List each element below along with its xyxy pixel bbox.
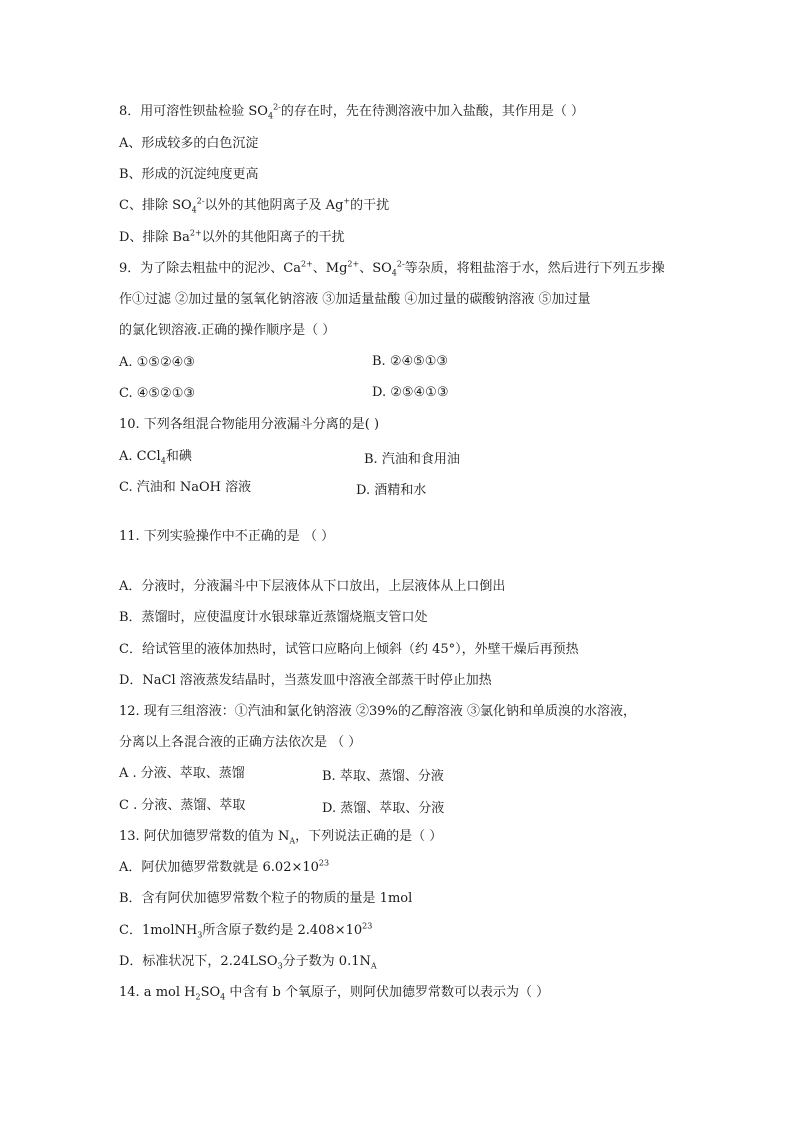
q9-option-a: A. ①⑤②④③ bbox=[119, 355, 195, 370]
q9-option-b: B. ②④⑤①③ bbox=[372, 354, 449, 369]
q9-option-d: D. ②⑤④①③ bbox=[372, 385, 449, 400]
q13-option-d: D．标准状况下，$2.24LSO_3$分子数为 $0.1N_A$ bbox=[119, 954, 377, 971]
q10-option-b: B. 汽油和食用油 bbox=[364, 452, 460, 467]
q8-option-a: A、形成较多的白色沉淀 bbox=[119, 136, 259, 151]
q8-option-b: B、形成的沉淀纯度更高 bbox=[119, 167, 259, 182]
q8-option-c: C、排除 $SO_4^{2-}$以外的其他阴离子及 Ag+的干扰 bbox=[119, 196, 390, 215]
q8-stem: 8．用可溶性钡盐检验 $SO_4^{2-}$的存在时，先在待测溶液中加入盐酸，其作用是（ ） bbox=[119, 102, 584, 121]
q13-option-a: A．阿伏加德罗常数就是 $6.02\times 10^{23}$ bbox=[119, 858, 330, 875]
q11-option-a: A．分液时，分液漏斗中下层液体从下口放出，上层液体从上口倒出 bbox=[119, 579, 506, 594]
q14-stem: 14. a mol $H_2SO_4$ 中含有 b 个氧原子，则阿伏加德罗常数可以表示为（ ） bbox=[119, 985, 550, 1002]
q11-stem: 11. 下列实验操作中不正确的是 （ ） bbox=[119, 529, 335, 544]
q10-option-d: D. 酒精和水 bbox=[356, 483, 427, 498]
q9-option-c: C. ④⑤②①③ bbox=[119, 386, 196, 401]
q13-option-c: C．1molNH$_3$所含原子数约是 $2.408\times 10^{23}$ bbox=[119, 921, 373, 940]
q9-stem-line1: 9．为了除去粗盐中的泥沙、$Ca^{2+}$、$Mg^{2+}$、$SO_4^{2-}$等杂质，将粗盐溶于水，然后进行下列五步操 bbox=[119, 259, 665, 278]
q12-stem-line2: 分离以上各混合液的正确方法依次是 （ ） bbox=[119, 735, 362, 750]
q12-stem-line1: 12. 现有三组溶液：①汽油和氯化钠溶液 ②39%的乙醇溶液 ③氯化钠和单质溴的水溶液， bbox=[119, 704, 636, 719]
q9-stem-line2: 作①过滤 ②加过量的氢氧化钠溶液 ③加适量盐酸 ④加过量的碳酸钠溶液 ⑤加过量 bbox=[119, 292, 591, 307]
q11-option-d: D．NaCl 溶液蒸发结晶时，当蒸发皿中溶液全部蒸干时停止加热 bbox=[119, 673, 492, 688]
q10-stem: 10. 下列各组混合物能用分液漏斗分离的是( ) bbox=[119, 417, 380, 432]
q12-option-b: B. 萃取、蒸馏、分液 bbox=[322, 769, 444, 784]
q9-stem-line3: 的氯化钡溶液.正确的操作顺序是（ ） bbox=[119, 323, 336, 338]
q10-option-a: A. CCl$_4$和碘 bbox=[119, 449, 192, 466]
q12-option-c: C . 分液、蒸馏、萃取 bbox=[119, 798, 246, 813]
q11-option-b: B．蒸馏时，应使温度计水银球靠近蒸馏烧瓶支管口处 bbox=[119, 610, 428, 625]
q13-option-b: B．含有阿伏加德罗常数个粒子的物质的量是 1mol bbox=[119, 891, 413, 906]
q12-option-a: A . 分液、萃取、蒸馏 bbox=[119, 766, 245, 781]
q11-option-c: C．给试管里的液体加热时，试管口应略向上倾斜（约 45°），外壁干燥后再预热 bbox=[119, 642, 579, 657]
q12-option-d: D. 蒸馏、萃取、分液 bbox=[322, 801, 445, 816]
q8-option-d: D、排除 $Ba^{2+}$以外的其他阳离子的干扰 bbox=[119, 228, 345, 245]
q10-option-c: C. 汽油和 NaOH 溶液 bbox=[119, 480, 252, 495]
q13-stem: 13. 阿伏加德罗常数的值为 $N_A$，下列说法正确的是（ ） bbox=[119, 829, 443, 846]
